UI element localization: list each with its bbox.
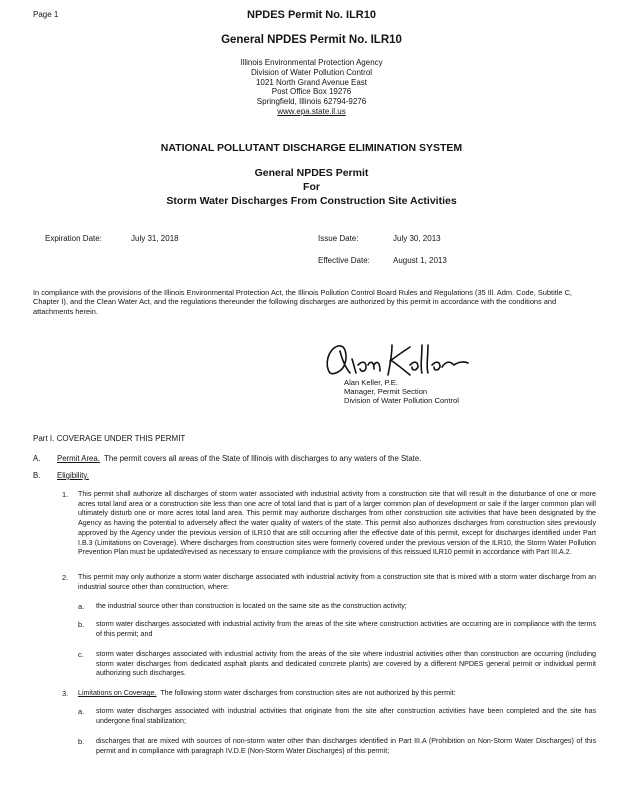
item3-title: Limitations on Coverage. [78, 689, 157, 697]
item2c-letter: c. [78, 650, 84, 659]
agency-city: Springfield, Illinois 62794-9276 [256, 97, 367, 107]
item3b-text: discharges that are mixed with sources of non-storm water other than discharges identified in Part III.A (Prohibition on Non-Storm Water Discharges) of this permit and in compliance with paragraph IV.D.E (Non-Storm Water Discharges) of this permit; [96, 737, 596, 755]
issue-date-label: Issue Date: [318, 234, 359, 243]
item3 [78, 689, 596, 699]
section-a-title: Permit Area. [57, 454, 100, 463]
general-permit-line3: Storm Water Discharges From Construction Site Activities [166, 195, 457, 207]
agency-address [0, 58, 623, 117]
issue-date-value: July 30, 2013 [393, 234, 441, 243]
item2a-text: the industrial source other than construction is located on the same site as the construction activity; [96, 602, 407, 610]
agency-street: 1021 North Grand Avenue East [255, 77, 368, 87]
item3-number: 3. [62, 689, 69, 698]
item3a-text: storm water discharges associated with industrial activities that originate from the site after construction activities have been completed and the site has undergone final stabilization; [96, 707, 596, 725]
effective-date-label: Effective Date: [318, 256, 370, 265]
agency-name: Illinois Environmental Protection Agency [240, 58, 383, 67]
item3-text: The following storm water discharges from construction sites are not authorized by this permit: [160, 689, 456, 697]
system-title: NATIONAL POLLUTANT DISCHARGE ELIMINATION SYSTEM [160, 142, 463, 154]
signer-title: Manager, Permit Section [344, 386, 428, 396]
agency-po-box: Post Office Box 19276 [271, 87, 352, 97]
item2c-text: storm water discharges associated with industrial activity from the areas of the site where industrial activities other than construction are occurring (including storm water discharges from dedicated asphalt plants and dedicated concrete plants) are covered by a different NPDES general permit or individual permit authorizing such discharges. [96, 650, 596, 678]
page-number: Page 1 [33, 10, 59, 19]
item2-number: 2. [62, 573, 69, 582]
general-permit-title [0, 166, 623, 208]
item3b-letter: b. [78, 737, 85, 746]
item1-number: 1. [62, 490, 69, 499]
expiration-date-value: July 31, 2018 [131, 234, 179, 243]
item3a-letter: a. [78, 707, 85, 716]
item1-text: This permit shall authorize all discharges of storm water associated with industrial activity from a construction site that will result in the disturbance of one or more acres total land area or a construction site less than one acre of total land that is part of a larger common plan of development or sale if the larger common plan will ultimately disturb one or more acres total land area. This permit may authorize discharges from other construction site activities that have been designated by the Agency as having the potential to adversely affect the water quality of waters of the state. This permit also authorizes discharges from construction sites previously approved by the Agency under the previous version of ILR10 that are still occurring after the effective date of this permit, except for discharges identified under Part I.B.3 (Limitations on Coverage). Where discharges from construction sites were formerly covered under the previous version of the ILR10, the Storm Water Pollution Prevention Plan must be updated/revised as necessary to ensure compliance with the provisions of this reissued ILR10 permit in accordance with Part III.A.2. [78, 490, 596, 557]
agency-website-link[interactable]: www.epa.state.il.us [277, 106, 346, 116]
section-a-text: The permit covers all areas of the State of Illinois with discharges to any waters of the State. [104, 454, 422, 463]
signer-division: Division of Water Pollution Control [344, 395, 459, 405]
general-permit-line2: For [303, 181, 320, 193]
signer-name: Alan Keller, P.E. [344, 378, 398, 387]
item2-text: This permit may only authorize a storm water discharge associated with industrial activity from a construction site that is mixed with a storm water discharge from an industrial source other than construction, where: [78, 573, 596, 591]
permit-header: NPDES Permit No. ILR10 [247, 9, 376, 21]
section-a [57, 454, 597, 463]
expiration-date-label: Expiration Date: [45, 234, 102, 243]
item2b-text: storm water discharges associated with industrial activity from the areas of the site where construction activities are occurring are in compliance with the terms of this permit; and [96, 620, 596, 638]
item2b-letter: b. [78, 620, 85, 629]
general-permit-line1: General NPDES Permit [254, 167, 369, 179]
item2a-letter: a. [78, 602, 85, 611]
effective-date-value: August 1, 2013 [393, 256, 447, 265]
section-a-letter: A. [33, 454, 41, 463]
part-heading: Part I. COVERAGE UNDER THIS PERMIT [33, 434, 186, 443]
permit-title: General NPDES Permit No. ILR10 [221, 34, 402, 46]
section-b-letter: B. [33, 471, 41, 480]
section-b-title: Eligibility. [57, 471, 89, 480]
agency-division: Division of Water Pollution Control [250, 67, 373, 77]
signer-block [344, 379, 459, 405]
compliance-statement: In compliance with the provisions of the Illinois Environmental Protection Act, the Illinois Pollution Control Board Rules and Regulations (35 Ill. Adm. Code, Subtitle C, Chapter I), and the Clean Water Act, and the regulations thereunder the following discharges are authorized by this permit in accordance with the conditions and attachments herein. [33, 288, 572, 316]
